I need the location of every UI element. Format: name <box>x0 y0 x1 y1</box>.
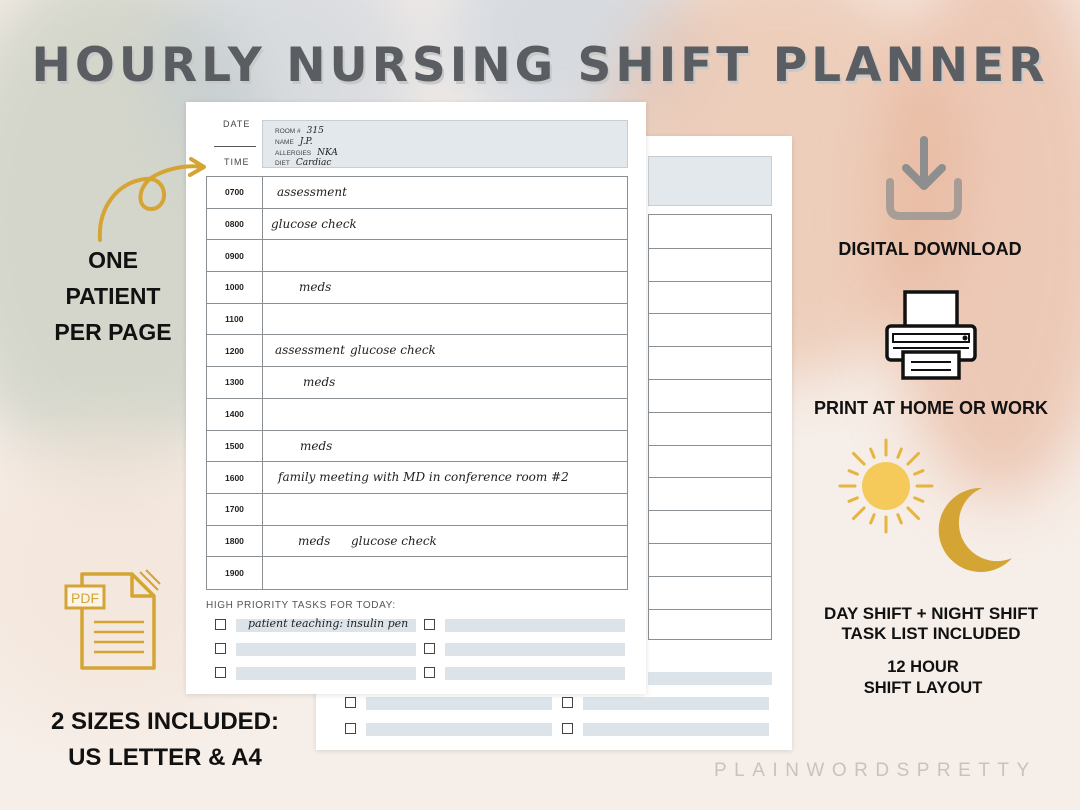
sun-ray <box>871 515 874 523</box>
date-divider <box>214 146 256 147</box>
hourly-grid-back <box>648 214 772 640</box>
sun-ray <box>849 498 857 501</box>
grid-line <box>649 313 771 314</box>
grid-line <box>649 379 771 380</box>
pdf-file-icon <box>62 570 162 672</box>
grid-line <box>649 412 771 413</box>
allergies-field <box>275 148 338 158</box>
task-checkbox[interactable] <box>424 619 435 630</box>
grid-line <box>649 477 771 478</box>
grid-line <box>649 510 771 511</box>
name-field <box>275 137 313 147</box>
hour-label: 1400 <box>207 399 263 430</box>
task-field[interactable] <box>236 667 416 680</box>
task-checkbox[interactable] <box>215 667 226 678</box>
brand-watermark: PLAINWORDSPRETTY <box>714 760 1037 781</box>
hour-row <box>207 177 627 209</box>
task-field-back <box>583 697 769 710</box>
grid-line <box>649 248 771 249</box>
grid-line <box>649 576 771 577</box>
hour-label: 0700 <box>207 177 263 208</box>
hour-note: assessment <box>277 185 347 199</box>
priority-tasks-heading: HIGH PRIORITY TASKS FOR TODAY: <box>206 600 396 611</box>
task-field[interactable] <box>236 619 416 632</box>
hourly-grid <box>206 176 628 590</box>
sun-ray <box>853 453 864 464</box>
patient-info-box <box>262 120 628 168</box>
task-checkbox[interactable] <box>424 643 435 654</box>
room-field <box>275 126 324 136</box>
hour-label: 1500 <box>207 431 263 462</box>
hour-label: 1100 <box>207 304 263 335</box>
pdf-label: PDF <box>71 590 99 606</box>
hour-row <box>207 494 627 526</box>
moon-icon <box>934 484 1016 576</box>
one-patient-label <box>40 242 186 350</box>
task-field-back <box>648 672 772 685</box>
task-field[interactable] <box>445 643 625 656</box>
sun-ray <box>915 471 923 474</box>
grid-line <box>649 543 771 544</box>
task-text: patient teaching: insulin pen <box>248 617 409 630</box>
diet-value: Cardiac <box>295 158 332 168</box>
task-field[interactable] <box>445 619 625 632</box>
hour-row <box>207 526 627 558</box>
hour-note: assessment <box>275 343 345 358</box>
hour-label: 1300 <box>207 367 263 398</box>
sun-icon <box>836 436 936 536</box>
sizes-line: US LETTER & A4 <box>68 744 262 771</box>
sun-ray <box>849 471 857 474</box>
task-checkbox[interactable] <box>562 723 573 734</box>
date-label: DATE <box>223 119 251 129</box>
allergies-value: NKA <box>317 148 338 158</box>
sun-ray <box>908 508 919 519</box>
hour-note: meds <box>303 375 336 390</box>
task-checkbox[interactable] <box>215 643 226 654</box>
hour-row <box>207 272 627 304</box>
sizes-label <box>20 704 310 776</box>
task-field-back <box>366 723 552 736</box>
sun-ray <box>871 449 874 457</box>
hour-note: meds <box>298 533 331 548</box>
one-patient-line: PATIENT <box>65 283 161 309</box>
printer-icon <box>885 290 977 382</box>
print-label: PRINT AT HOME OR WORK <box>814 398 1048 418</box>
hour-note: family meeting with MD in conference room #2 <box>278 470 569 485</box>
task-field[interactable] <box>445 667 625 680</box>
task-checkbox[interactable] <box>562 697 573 708</box>
layout-line: 12 HOUR <box>887 658 959 676</box>
hour-note: glucose check <box>271 216 357 231</box>
sun-ray <box>898 515 901 523</box>
hour-label: 0900 <box>207 240 263 271</box>
grid-line <box>649 281 771 282</box>
task-checkbox[interactable] <box>215 619 226 630</box>
grid-line <box>649 609 771 610</box>
sun-ray <box>853 508 864 519</box>
shift-layout-label <box>840 657 1006 699</box>
hour-note: meds <box>299 280 332 295</box>
layout-line: SHIFT LAYOUT <box>863 679 983 697</box>
hour-note: meds <box>300 438 333 453</box>
hour-label: 1000 <box>207 272 263 303</box>
hour-label: 1900 <box>207 557 263 589</box>
hour-row <box>207 367 627 399</box>
hour-row <box>207 557 627 589</box>
allergies-label: ALLERGIES <box>275 150 312 157</box>
task-field-back <box>366 697 552 710</box>
task-field[interactable] <box>236 643 416 656</box>
task-checkbox[interactable] <box>345 697 356 708</box>
task-checkbox[interactable] <box>424 667 435 678</box>
one-patient-line: PER PAGE <box>54 319 172 345</box>
room-value: 315 <box>306 126 324 136</box>
patient-info-box-back <box>648 156 772 206</box>
shift-line: DAY SHIFT + NIGHT SHIFT <box>824 604 1038 623</box>
hour-row <box>207 431 627 463</box>
task-field-back <box>583 723 769 736</box>
hour-label: 1800 <box>207 526 263 557</box>
sun-ray <box>908 453 919 464</box>
grid-line <box>649 346 771 347</box>
hour-label: 1700 <box>207 494 263 525</box>
name-value: J.P. <box>299 137 313 147</box>
hour-label: 1200 <box>207 335 263 366</box>
download-icon <box>884 136 964 220</box>
grid-line <box>649 445 771 446</box>
one-patient-line: ONE <box>88 247 138 273</box>
name-label: NAME <box>275 139 294 146</box>
diet-label: DIET <box>275 160 290 167</box>
digital-download-label: DIGITAL DOWNLOAD <box>838 239 1022 259</box>
room-label: ROOM # <box>275 128 301 135</box>
hour-row <box>207 209 627 241</box>
shift-line: TASK LIST INCLUDED <box>841 624 1021 643</box>
sun-ray <box>915 498 923 501</box>
hour-note: glucose check <box>351 533 437 548</box>
hour-note: glucose check <box>350 343 436 358</box>
curly-arrow-icon <box>90 155 210 245</box>
shift-tasklist-label <box>800 604 1062 644</box>
planner-sheet-front <box>186 102 646 694</box>
sizes-line: 2 SIZES INCLUDED: <box>50 708 280 735</box>
hour-row <box>207 304 627 336</box>
hour-row <box>207 335 627 367</box>
diet-field <box>275 158 331 168</box>
hour-row <box>207 462 627 494</box>
hour-label: 1600 <box>207 462 263 493</box>
hour-row <box>207 399 627 431</box>
hour-row <box>207 240 627 272</box>
task-checkbox[interactable] <box>345 723 356 734</box>
time-label: TIME <box>224 157 250 167</box>
sun-ray <box>898 449 901 457</box>
hour-label: 0800 <box>207 209 263 240</box>
page-title: HOURLY NURSING SHIFT PLANNER <box>31 38 1049 93</box>
